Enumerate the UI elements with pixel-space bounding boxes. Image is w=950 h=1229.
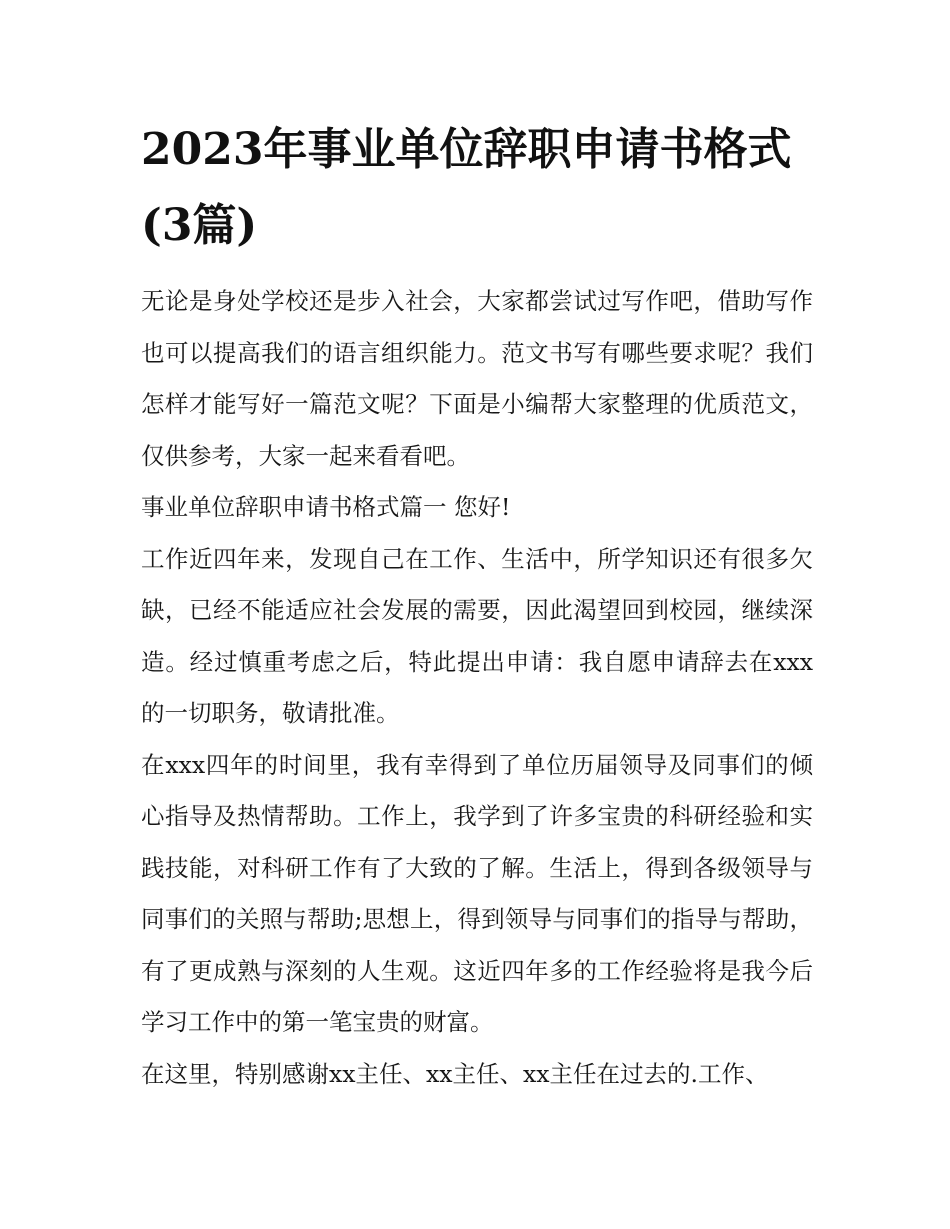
document-body [141,276,813,1100]
paragraph-intro: 无论是身处学校还是步入社会，大家都尝试过写作吧，借助写作也可以提高我们的语言组织能力。范文书写有哪些要求呢？我们怎样才能写好一篇范文呢？下面是小编帮大家整理的优质范文，仅供参考，大家一起来看看吧。 [141,287,813,470]
document-page [141,112,813,1100]
paragraph-gratitude: 在xxx四年的时间里，我有幸得到了单位历届领导及同事们的倾心指导及热情帮助。工作上，我学到了许多宝贵的科研经验和实践技能，对科研工作有了大致的了解。生活上，得到各级领导与同事们的关照与帮助;思想上，得到领导与同事们的指导与帮助，有了更成熟与深刻的人生观。这近四年多的工作经验将是我今后学习工作中的第一笔宝贵的财富。 [141,750,813,1036]
paragraph-thanks: 在这里，特别感谢xx主任、xx主任、xx主任在过去的.工作、 [141,1059,769,1088]
paragraph-heading: 事业单位辞职申请书格式篇一 您好! [141,493,511,521]
document-title: 2023年事业单位辞职申请书格式(3篇) [141,124,792,251]
paragraph-reason: 工作近四年来，发现自己在工作、生活中，所学知识还有很多欠缺，已经不能适应社会发展的需要，因此渴望回到校园，继续深造。经过慎重考虑之后，特此提出申请：我自愿申请辞去在xxx的一切职务，敬请批准。 [141,544,813,727]
